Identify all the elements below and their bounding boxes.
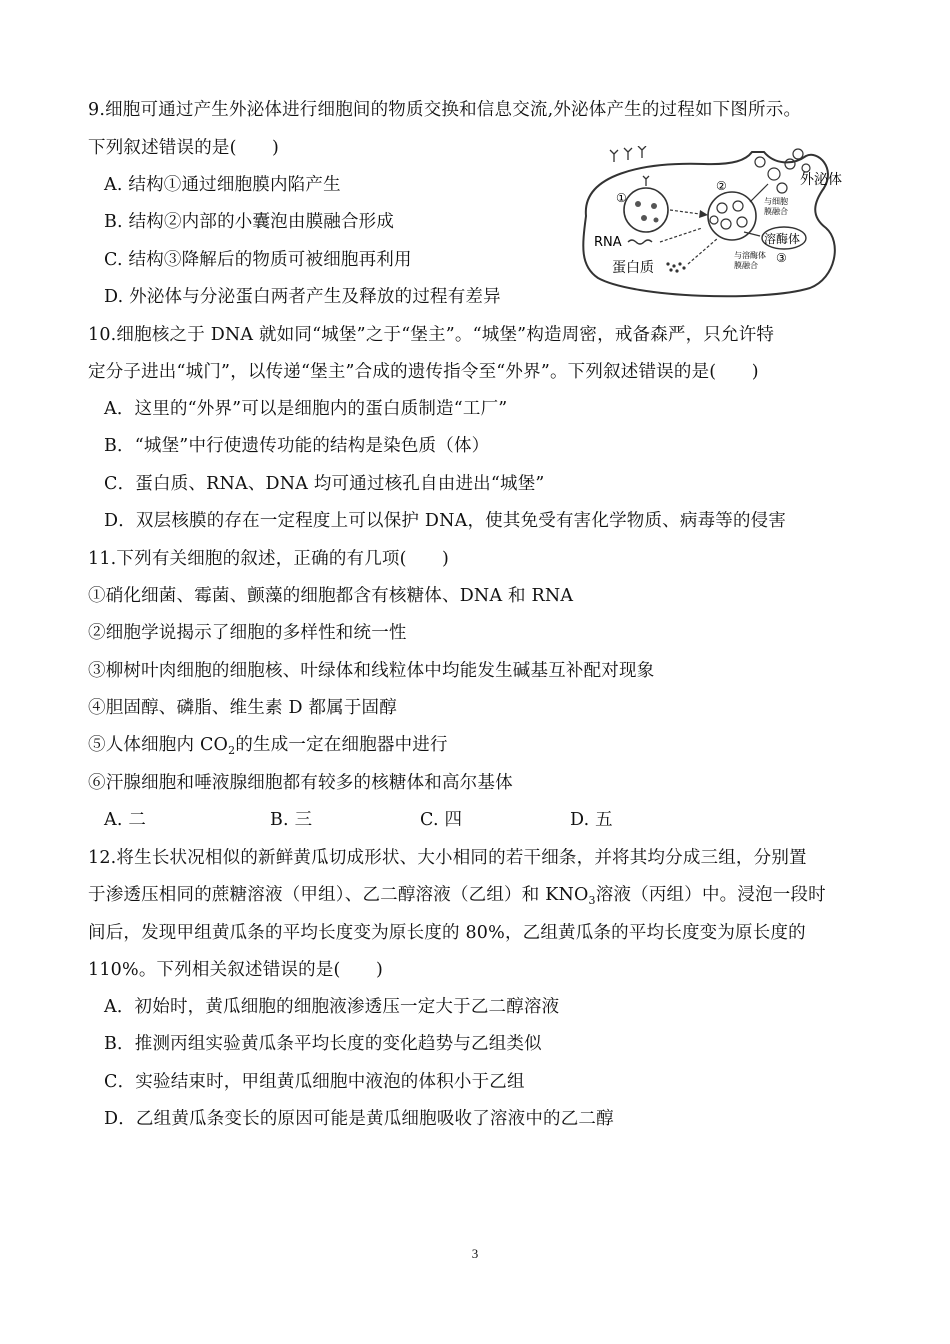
page-number: 3 (471, 1246, 479, 1261)
q11-item-5 (88, 733, 448, 759)
q11-stem: 11.下列有关细胞的叙述，正确的有几项( ) (88, 549, 450, 569)
q12-option-b: B．推测丙组实验黄瓜条平均长度的变化趋势与乙组类似 (104, 1034, 542, 1054)
q9-option-a: A. 结构①通过细胞膜内陷产生 (104, 175, 341, 195)
protein-arrow (688, 238, 718, 264)
q12-option-c: C．实验结束时，甲组黄瓜细胞中液泡的体积小于乙组 (104, 1072, 525, 1092)
receptor-icons (610, 146, 649, 186)
q9-stem-line1: 9.细胞可通过产生外泌体进行细胞间的物质交换和信息交流,外泌体产生的过程如下图所示。 (88, 100, 802, 120)
label-1: ① (616, 191, 627, 205)
structure-1-vesicle (624, 188, 668, 232)
q12-stem-line2-post: 溶液（丙组）中。浸泡一段时 (595, 885, 826, 905)
q10-option-a: A．这里的“外界”可以是细胞内的蛋白质制造“工厂” (104, 399, 508, 419)
q11-choice-c: C. 四 (420, 810, 463, 830)
arrowhead (699, 210, 708, 218)
intraluminal-vesicles (710, 201, 747, 229)
q12-stem-line2-pre: 于渗透压相同的蔗糖溶液（甲组）、乙二醇溶液（乙组）和 KNO (88, 885, 589, 905)
q12-stem-line1: 12.将生长状况相似的新鲜黄瓜切成形状、大小相同的若干细条，并将其均分成三组，分别置 (88, 848, 807, 868)
rna-wave (628, 240, 652, 244)
q9-option-c: C. 结构③降解后的物质可被细胞再利用 (104, 250, 412, 270)
q11-item-6: ⑥汗腺细胞和唾液腺细胞都有较多的核糖体和高尔基体 (88, 773, 513, 793)
protein-dots (666, 262, 685, 272)
q9-option-b: B. 结构②内部的小囊泡由膜融合形成 (104, 212, 395, 232)
label-2: ② (716, 179, 727, 193)
q12-stem-line2-subscript: 3 (588, 894, 596, 907)
q10-stem-line2: 定分子进出“城门”，以传递“堡主”合成的遗传指令至“外界”。下列叙述错误的是( ) (88, 362, 759, 382)
q11-item-5-post: 的生成一定在细胞器中进行 (235, 735, 448, 755)
q12-stem-line3: 间后，发现甲组黄瓜条的平均长度变为原长度的 80%，乙组黄瓜条的平均长度变为原长度的 (88, 923, 806, 943)
label-3: ③ (776, 251, 787, 265)
q10-option-c: C．蛋白质、RNA、DNA 均可通过核孔自由进出“城堡” (104, 474, 545, 494)
q10-option-b: B．“城堡”中行使遗传功能的结构是染色质（体） (104, 436, 490, 456)
q9-stem-line2: 下列叙述错误的是( ) (88, 138, 280, 158)
lysosome-label: 溶酶体 (764, 232, 801, 246)
membrane-fusion-label: 与细胞 (764, 197, 788, 206)
q10-option-d: D．双层核膜的存在一定程度上可以保护 DNA，使其免受有害化学物质、病毒等的侵害 (104, 511, 787, 531)
arrow-1-to-2 (670, 210, 700, 214)
exosome-diagram (574, 146, 858, 300)
membrane-fusion-label-2: 膜融合 (764, 207, 788, 216)
q11-item-4: ④胆固醇、磷脂、维生素 D 都属于固醇 (88, 698, 397, 718)
lysosome-fusion-label: 与溶酶体 (734, 251, 766, 260)
q11-item-5-pre: ⑤人体细胞内 CO (88, 735, 229, 755)
q11-item-1: ①硝化细菌、霉菌、颤藻的细胞都含有核糖体、DNA 和 RNA (88, 586, 574, 606)
q11-choice-d: D. 五 (570, 810, 613, 830)
exosome-label: 外泌体 (800, 172, 842, 188)
protein-label: 蛋白质 (612, 260, 654, 276)
q12-stem-line4: 110%。下列相关叙述错误的是( ) (88, 960, 383, 980)
q9-option-d: D. 外泌体与分泌蛋白两者产生及释放的过程有差异 (104, 287, 501, 307)
lysosome-fusion-label-2: 膜融合 (734, 261, 758, 270)
rna-label: RNA (594, 235, 622, 250)
q11-item-5-subscript: 2 (228, 744, 236, 757)
q12-option-d: D．乙组黄瓜条变长的原因可能是黄瓜细胞吸收了溶液中的乙二醇 (104, 1109, 614, 1129)
q12-stem-line2 (88, 883, 826, 909)
q10-stem-line1: 10.细胞核之于 DNA 就如同“城堡”之于“堡主”。“城堡”构造周密，戒备森严，只允许特 (88, 325, 775, 345)
rna-arrow (660, 228, 702, 242)
vesicle-contents (635, 201, 659, 223)
q11-choice-b: B. 三 (270, 810, 313, 830)
q11-item-2: ②细胞学说揭示了细胞的多样性和统一性 (88, 623, 407, 643)
q12-option-a: A．初始时，黄瓜细胞的细胞液渗透压一定大于乙二醇溶液 (104, 997, 560, 1017)
q11-choice-a: A. 二 (104, 810, 147, 830)
q11-item-3: ③柳树叶肉细胞的细胞核、叶绿体和线粒体中均能发生碱基互补配对现象 (88, 661, 655, 681)
